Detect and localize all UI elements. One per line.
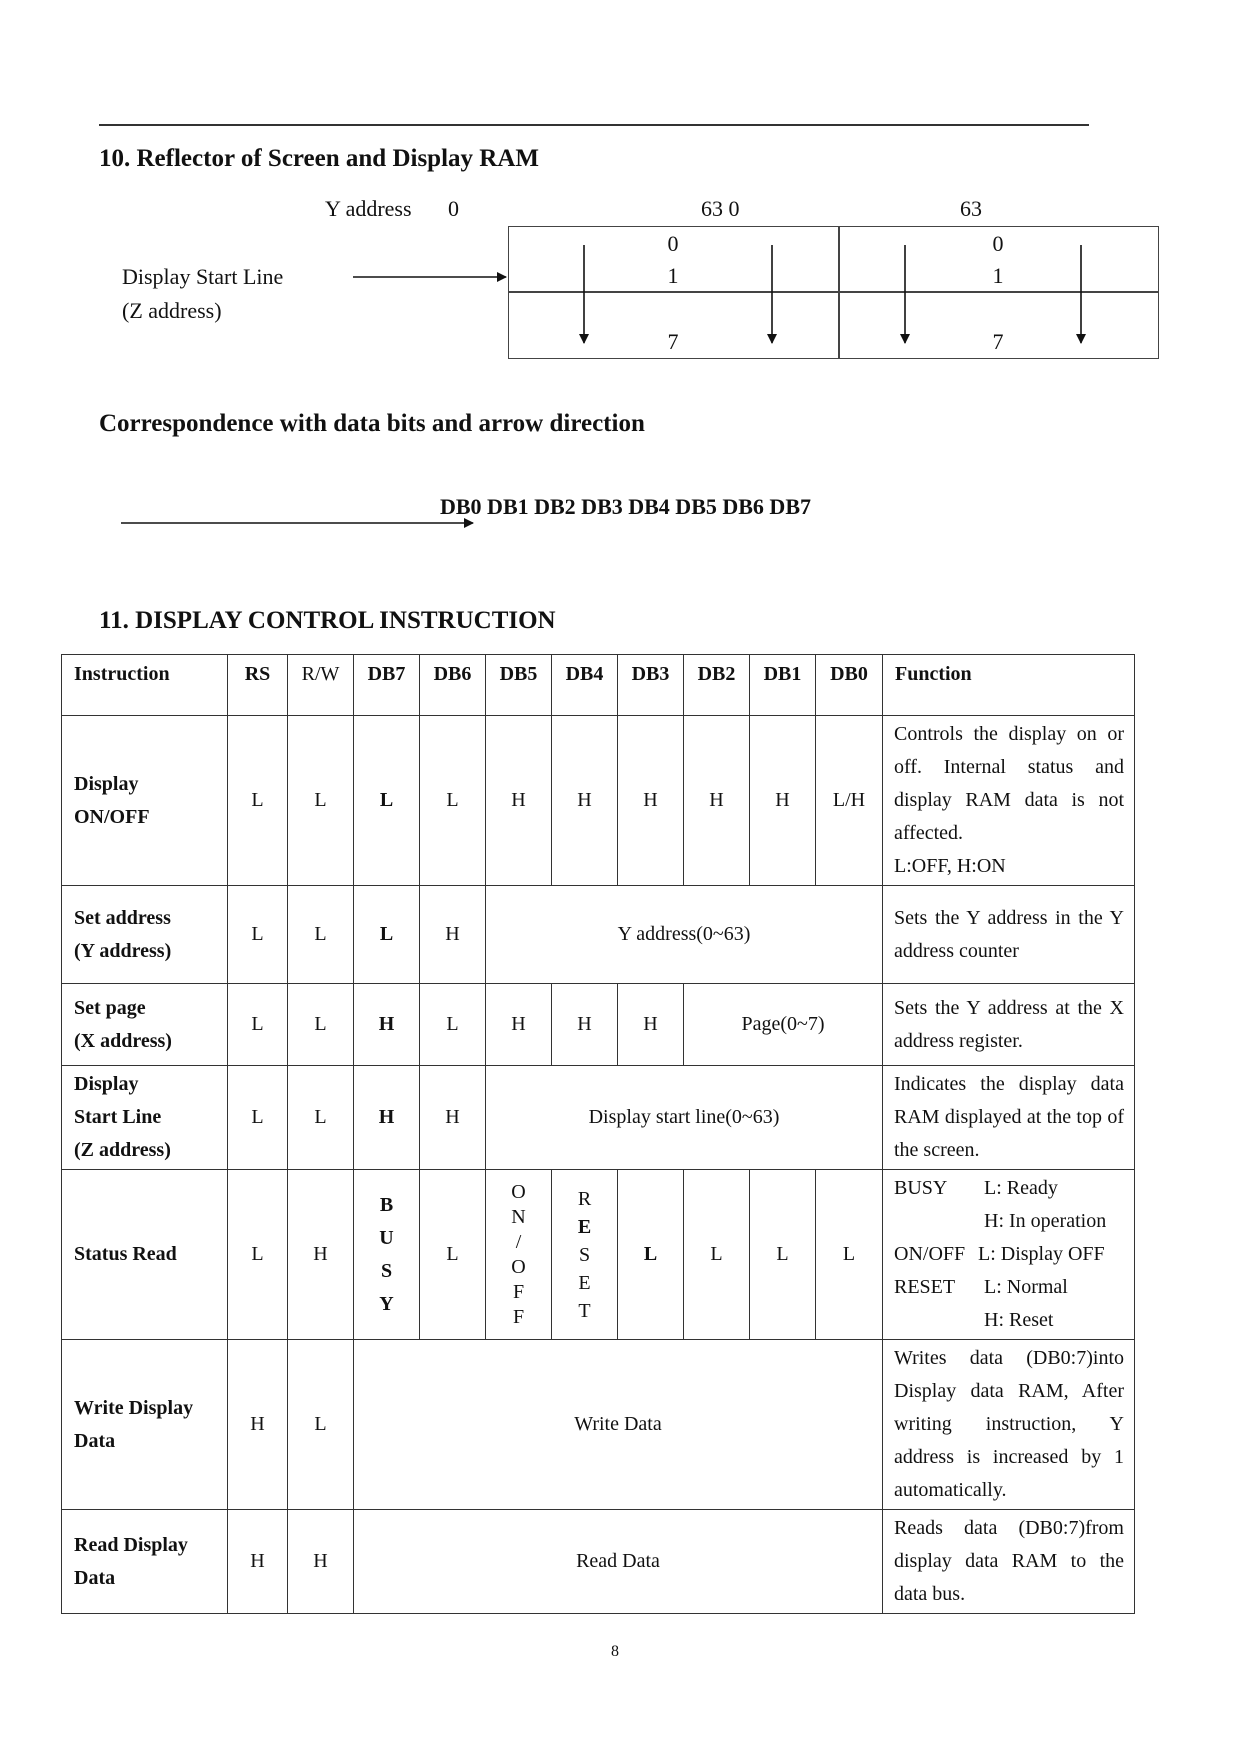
table-row-display-on-off (62, 716, 1135, 886)
y-tick-63: 63 (960, 196, 982, 221)
col-header-db7: DB7 (354, 655, 420, 716)
cell-rs: L (228, 716, 288, 886)
status-key (894, 1205, 984, 1238)
table-row-set-page (62, 984, 1135, 1066)
cell-rw: L (288, 1066, 354, 1170)
status-value: L: Normal (984, 1276, 1068, 1298)
cell-start-line-span: Display start line(0~63) (486, 1066, 883, 1170)
name-line: (Z address) (74, 1139, 171, 1161)
cell-rw: L (288, 886, 354, 984)
letter: N (511, 1205, 526, 1228)
cell-rw: L (288, 716, 354, 886)
y-tick-0: 0 (448, 196, 459, 221)
header-rule (99, 124, 1089, 126)
function-description: Reads data (DB0:7)from display data RAM to the data bus. (883, 1510, 1135, 1614)
col-header-db4: DB4 (552, 655, 618, 716)
instruction-name (62, 1066, 228, 1170)
instruction-name: Status Read (62, 1170, 228, 1340)
cell-read-data-span: Read Data (354, 1510, 883, 1614)
name-line: Set page (74, 996, 146, 1019)
letter: E (577, 1215, 592, 1238)
letter: U (379, 1226, 394, 1249)
cell-db1: L (750, 1170, 816, 1340)
cell-db7: H (354, 984, 420, 1066)
name-line: Set address (74, 906, 171, 929)
cell-db7: L (354, 886, 420, 984)
cell-db5-onoff (486, 1170, 552, 1340)
name-line: ON/OFF (74, 805, 150, 828)
col-header-db0: DB0 (816, 655, 883, 716)
cell-db3: H (618, 984, 684, 1066)
cell-db6: H (420, 1066, 486, 1170)
table-row-display-start-line (62, 1066, 1135, 1170)
col-header-instruction: Instruction (62, 655, 228, 716)
cell-db7: H (354, 1066, 420, 1170)
left-row-7: 7 (667, 329, 679, 354)
col-header-rw: R/W (288, 655, 354, 716)
name-line: Data (74, 1429, 116, 1452)
col-header-rs: RS (228, 655, 288, 716)
cell-page-span: Page(0~7) (684, 984, 883, 1066)
status-key: BUSY (894, 1177, 948, 1199)
function-text: Controls the display on or off. Internal status and display RAM data is not affected. (894, 723, 1124, 844)
cell-db5: H (486, 716, 552, 886)
function-description (883, 1170, 1135, 1340)
display-start-line-label: Display Start Line (122, 264, 284, 289)
cell-db3: H (618, 716, 684, 886)
name-line: Read Display (74, 1533, 188, 1556)
cell-db0: L/H (816, 716, 883, 886)
cell-rw: L (288, 984, 354, 1066)
name-line: (Y address) (74, 939, 172, 962)
cell-rs: H (228, 1510, 288, 1614)
instruction-table (61, 654, 1135, 1614)
status-key: RESET (894, 1276, 956, 1298)
function-description: Sets the Y address at the X address register. (883, 984, 1135, 1066)
cell-rw: H (288, 1510, 354, 1614)
col-header-db5: DB5 (486, 655, 552, 716)
cell-y-address-span: Y address(0~63) (486, 886, 883, 984)
page-number: 8 (611, 1643, 619, 1660)
letter: F (512, 1280, 525, 1303)
letter: E (578, 1271, 591, 1294)
cell-db7-busy (354, 1170, 420, 1340)
cell-rs: L (228, 1170, 288, 1340)
instruction-name (62, 984, 228, 1066)
instruction-name (62, 716, 228, 886)
y-tick-63-0: 63 0 (701, 196, 740, 221)
left-row-0: 0 (667, 231, 679, 256)
status-value: L: Display OFF (978, 1243, 1105, 1265)
col-header-db2: DB2 (684, 655, 750, 716)
display-ram-diagram (508, 226, 1159, 359)
correspondence-title: Correspondence with data bits and arrow direction (99, 410, 645, 437)
name-line: Display (74, 772, 139, 795)
ram-divider-vertical (838, 226, 840, 359)
cell-rs: L (228, 1066, 288, 1170)
instruction-name (62, 1510, 228, 1614)
section-11-title: 11. DISPLAY CONTROL INSTRUCTION (99, 607, 556, 634)
cell-db6: L (420, 716, 486, 886)
status-key (894, 1304, 984, 1337)
cell-db4: H (552, 716, 618, 886)
cell-write-data-span: Write Data (354, 1340, 883, 1510)
right-row-0: 0 (992, 231, 1004, 256)
instruction-name (62, 886, 228, 984)
col-header-db6: DB6 (420, 655, 486, 716)
col-header-function: Function (883, 655, 1135, 716)
table-row-read-display-data (62, 1510, 1135, 1614)
cell-db2: L (684, 1170, 750, 1340)
z-address-label: (Z address) (122, 298, 222, 323)
function-description: Sets the Y address in the Y address counter (883, 886, 1135, 984)
name-line: Data (74, 1566, 116, 1589)
table-row-set-address (62, 886, 1135, 984)
letter: F (512, 1305, 525, 1328)
col-header-db3: DB3 (618, 655, 684, 716)
col-header-db1: DB1 (750, 655, 816, 716)
name-line: (X address) (74, 1029, 172, 1052)
cell-rs: L (228, 984, 288, 1066)
function-description (883, 716, 1135, 886)
y-address-label: Y address (325, 196, 412, 221)
table-header-row (62, 655, 1135, 716)
letter: / (515, 1230, 522, 1253)
cell-db7: L (354, 716, 420, 886)
function-description: Writes data (DB0:7)into Display data RAM, After writing instruction, Y address is increased by 1 automatically. (883, 1340, 1135, 1510)
table-row-status-read (62, 1170, 1135, 1340)
table-row-write-display-data (62, 1340, 1135, 1510)
status-value: H: In operation (984, 1210, 1107, 1232)
cell-rw: H (288, 1170, 354, 1340)
letter: Y (379, 1292, 394, 1315)
instruction-name (62, 1340, 228, 1510)
status-key: ON/OFF (894, 1243, 966, 1265)
function-text: L:OFF, H:ON (894, 855, 1006, 877)
name-line: Display (74, 1073, 139, 1095)
ram-divider-horizontal (508, 291, 1159, 293)
cell-rs: L (228, 886, 288, 984)
name-line: Start Line (74, 1106, 162, 1128)
name-line: Write Display (74, 1396, 194, 1419)
cell-db6: L (420, 1170, 486, 1340)
cell-db0: L (816, 1170, 883, 1340)
letter: S (380, 1259, 393, 1282)
cell-db3: L (618, 1170, 684, 1340)
cell-db6: H (420, 886, 486, 984)
letter: B (379, 1193, 394, 1216)
status-value: L: Ready (984, 1177, 1058, 1199)
section-10-title: 10. Reflector of Screen and Display RAM (99, 145, 539, 172)
cell-rs: H (228, 1340, 288, 1510)
letter: O (511, 1180, 526, 1203)
function-description: Indicates the display data RAM displayed at the top of the screen. (883, 1066, 1135, 1170)
cell-db4: H (552, 984, 618, 1066)
letter: O (511, 1255, 526, 1278)
left-row-1: 1 (667, 263, 679, 288)
letter: T (578, 1299, 591, 1322)
status-value: H: Reset (984, 1309, 1054, 1331)
cell-db5: H (486, 984, 552, 1066)
cell-db6: L (420, 984, 486, 1066)
cell-db2: H (684, 716, 750, 886)
data-bits-sequence: DB0 DB1 DB2 DB3 DB4 DB5 DB6 DB7 (440, 494, 811, 519)
right-row-7: 7 (992, 329, 1004, 354)
cell-rw: L (288, 1340, 354, 1510)
cell-db4-reset (552, 1170, 618, 1340)
letter: S (578, 1243, 591, 1266)
cell-db1: H (750, 716, 816, 886)
right-row-1: 1 (992, 263, 1004, 288)
letter: R (577, 1187, 592, 1210)
